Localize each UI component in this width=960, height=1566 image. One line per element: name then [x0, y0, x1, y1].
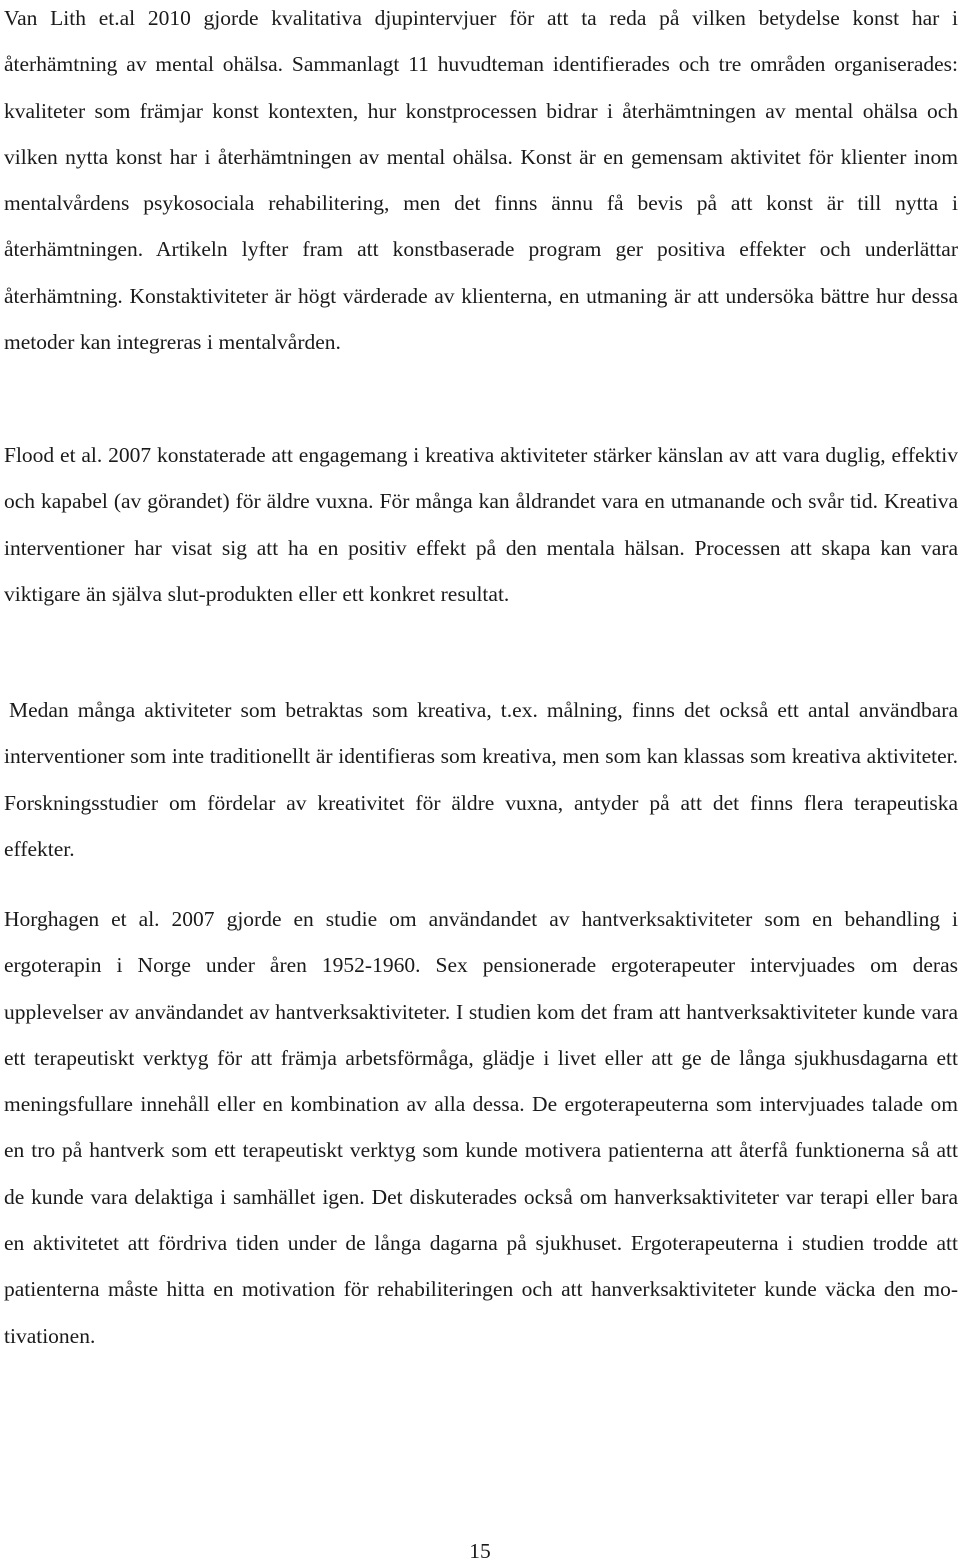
- page-number: 15: [469, 1539, 491, 1563]
- paragraph-horghagen: Horghagen et al. 2007 gjorde en studie om användandet av hantverksaktiviteter som en behandling i ergoterapin i Norge under åren 1952-1960. Sex pensionerade ergoterapeuter intervjuades om deras upplevelser av användandet av hantverksaktiviteter. I studien kom det fram att hantverksaktiviteter kunde vara ett terapeutiskt verktyg för att främja arbetsförmåga, glädje i livet eller att ge de långa sjukhusdagarna ett meningsfullare innehåll eller en kombination av alla dessa. De ergoterapeuterna som intervjuades talade om en tro på hantverk som ett terapeutiskt verktyg som kunde motivera patienterna att återfå funktionerna så att de kunde vara delaktiga i samhället igen. Det diskuterades också om hanverksaktiviteter var terapi eller bara en aktivitetet att fördriva tiden under de långa dagarna på sjukhuset. Ergoterapeuterna i studien trodde att patienterna måste hitta en motivation för rehabiliteringen och att hanverksaktiviteter kunde väcka den motivationen.: [4, 907, 958, 1348]
- paragraph-van-lith: Van Lith et.al 2010 gjorde kvalitativa djupintervjuer för att ta reda på vilken betydelse konst har i återhämtning av mental ohälsa. Sammanlagt 11 huvudteman identifierades och tre områden organiserades: kvaliteter som främjar konst kontexten, hur konstprocessen bidrar i återhämtningen av mental ohälsa och vilken nytta konst har i återhämtningen av mental ohälsa. Konst är en gemensam aktivitet för klienter inom mentalvårdens psykosociala rehabilitering, men det finns ännu få bevis på att konst är till nytta i återhämtningen. Artikeln lyfter fram att konstbaserade program ger positiva effekter och underlättar återhämtning. Konstaktiviteter är högt värderade av klienterna, en utmaning är att undersöka bättre hur dessa metoder kan integreras i mentalvården.: [4, 6, 958, 355]
- paragraph-flood: Flood et al. 2007 konstaterade att engagemang i kreativa aktiviteter stärker känslan av att vara duglig, effektiv och kapabel (av görandet) för äldre vuxna. För många kan åldrandet vara en utmanande och svår tid. Kreativa interventioner har visat sig att ha en positiv effekt på den mentala hälsan. Processen att skapa kan vara viktigare än själva slut-produkten eller ett konkret resultat.: [4, 443, 958, 606]
- paragraph-creative-activities: Medan många aktiviteter som betraktas som kreativa, t.ex. målning, finns det också ett antal användbara interventioner som inte traditionellt är identifieras som kreativa, men som kan klassas som kreativa aktiviteter. Forskningsstudier om fördelar av kreativitet för äldre vuxna, antyder på att det finns flera terapeutiska effekter.: [4, 698, 958, 861]
